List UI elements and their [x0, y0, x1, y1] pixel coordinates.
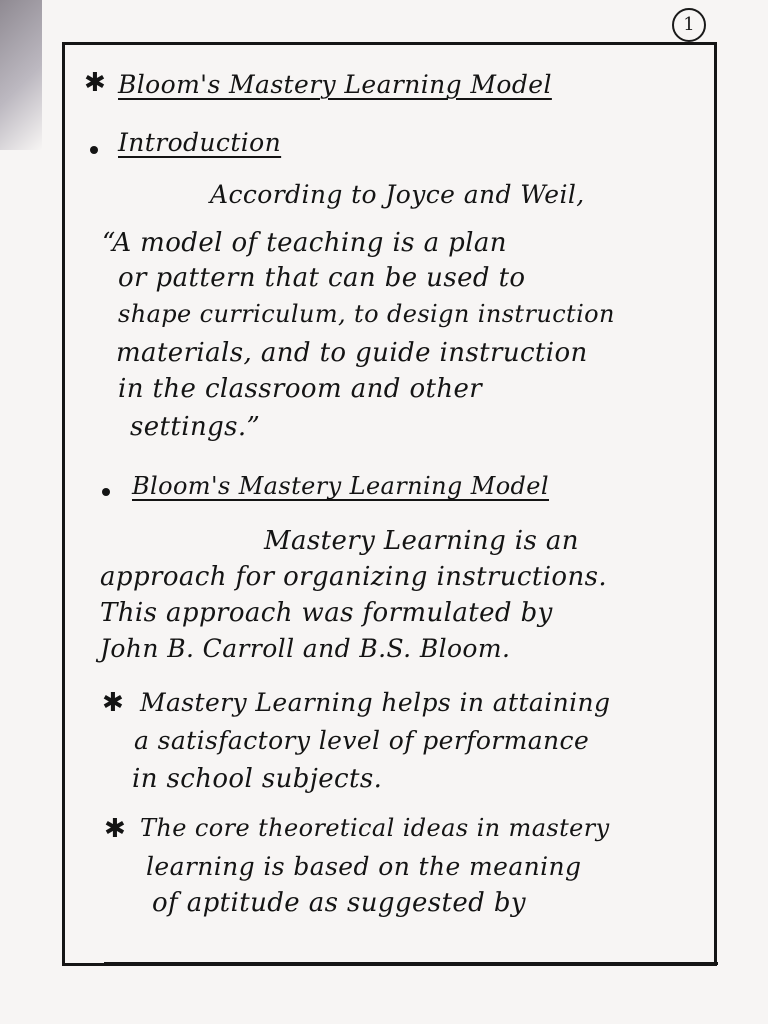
intro-heading: Introduction — [118, 128, 282, 157]
intro-line: in the classroom and other — [118, 374, 483, 404]
page-number: 1 — [672, 8, 706, 42]
page-shadow — [0, 0, 42, 150]
section-heading: Bloom's Mastery Learning Model — [132, 472, 549, 500]
point-line: a satisfactory level of performance — [134, 726, 590, 755]
section-line: Mastery Learning is an — [264, 526, 579, 556]
bullet-icon — [102, 488, 110, 496]
point-line: Mastery Learning helps in attaining — [140, 688, 611, 717]
intro-line: shape curriculum, to design instruction — [118, 300, 615, 328]
asterisk-icon: ✱ — [102, 688, 124, 718]
point-line: of aptitude as suggested by — [152, 888, 527, 918]
page-title: Bloom's Mastery Learning Model — [118, 70, 552, 99]
bullet-icon — [90, 146, 98, 154]
intro-line: “A model of teaching is a plan — [102, 228, 507, 258]
bottom-rule — [104, 962, 718, 965]
intro-line: materials, and to guide instruction — [116, 338, 588, 368]
point-line: in school subjects. — [132, 764, 383, 794]
intro-line: or pattern that can be used to — [118, 263, 526, 293]
intro-line: According to Joyce and Weil, — [210, 180, 585, 209]
point-line: The core theoretical ideas in mastery — [140, 814, 610, 842]
section-line: approach for organizing instructions. — [100, 562, 608, 592]
point-line: learning is based on the meaning — [146, 852, 582, 881]
asterisk-icon: ✱ — [104, 814, 126, 844]
section-line: This approach was formulated by — [100, 598, 553, 628]
asterisk-icon: ✱ — [84, 68, 106, 98]
section-line: John B. Carroll and B.S. Bloom. — [100, 634, 511, 663]
intro-line: settings.” — [130, 412, 261, 442]
